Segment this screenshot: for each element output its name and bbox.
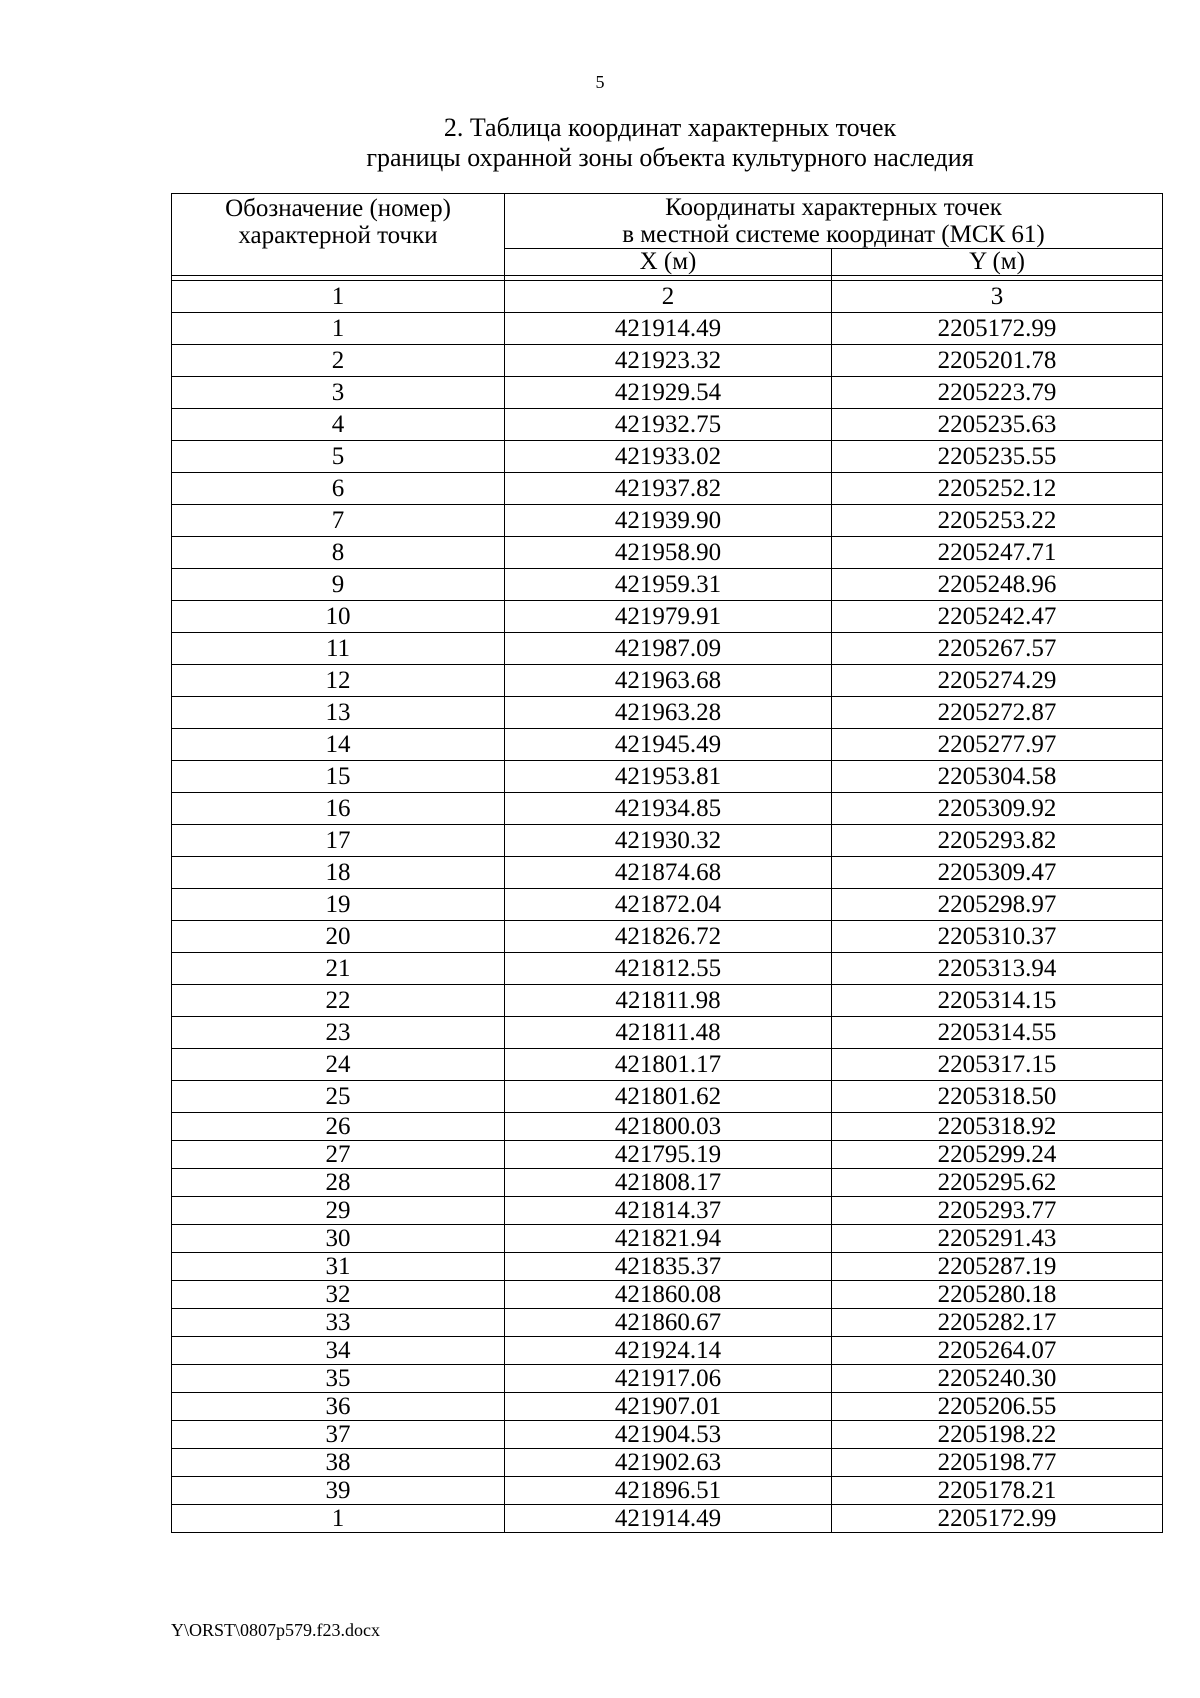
point-number-cell: 28 xyxy=(172,1169,505,1197)
table-row xyxy=(172,537,1163,569)
point-number-cell: 34 xyxy=(172,1337,505,1365)
point-number-cell: 1 xyxy=(172,313,505,345)
y-coordinate-cell: 2205274.29 xyxy=(832,665,1163,697)
x-coordinate-cell: 421923.32 xyxy=(505,345,832,377)
point-number-cell: 20 xyxy=(172,921,505,953)
point-number-cell: 17 xyxy=(172,825,505,857)
x-coordinate-cell: 421963.28 xyxy=(505,697,832,729)
point-number-cell: 1 xyxy=(172,1505,505,1533)
x-coordinate-cell: 421924.14 xyxy=(505,1337,832,1365)
point-number-cell: 16 xyxy=(172,793,505,825)
y-coordinate-cell: 2205318.92 xyxy=(832,1113,1163,1141)
y-coordinate-cell: 2205198.22 xyxy=(832,1421,1163,1449)
point-number-cell: 12 xyxy=(172,665,505,697)
x-coordinate-cell: 421979.91 xyxy=(505,601,832,633)
point-number-cell: 21 xyxy=(172,953,505,985)
point-number-cell: 37 xyxy=(172,1421,505,1449)
table-row xyxy=(172,1049,1163,1081)
x-coordinate-cell: 421808.17 xyxy=(505,1169,832,1197)
x-coordinate-cell: 421821.94 xyxy=(505,1225,832,1253)
y-coordinate-cell: 2205240.30 xyxy=(832,1365,1163,1393)
y-coordinate-cell: 2205291.43 xyxy=(832,1225,1163,1253)
x-coordinate-cell: 421907.01 xyxy=(505,1393,832,1421)
title-line-1: 2. Таблица координат характерных точек xyxy=(443,113,897,142)
y-header: Y (м) xyxy=(832,249,1163,276)
x-coordinate-cell: 421937.82 xyxy=(505,473,832,505)
point-number-cell: 22 xyxy=(172,985,505,1017)
point-number-cell: 11 xyxy=(172,633,505,665)
y-coordinate-cell: 2205309.92 xyxy=(832,793,1163,825)
point-number-cell: 35 xyxy=(172,1365,505,1393)
point-number-cell: 38 xyxy=(172,1449,505,1477)
y-coordinate-cell: 2205252.12 xyxy=(832,473,1163,505)
x-coordinate-cell: 421800.03 xyxy=(505,1113,832,1141)
y-coordinate-cell: 2205293.82 xyxy=(832,825,1163,857)
x-coordinate-cell: 421917.06 xyxy=(505,1365,832,1393)
y-coordinate-cell: 2205304.58 xyxy=(832,761,1163,793)
y-coordinate-cell: 2205242.47 xyxy=(832,601,1163,633)
point-number-cell: 14 xyxy=(172,729,505,761)
point-number-cell: 4 xyxy=(172,409,505,441)
point-number-cell: 30 xyxy=(172,1225,505,1253)
table-row xyxy=(172,857,1163,889)
x-coordinate-cell: 421933.02 xyxy=(505,441,832,473)
x-coordinate-cell: 421932.75 xyxy=(505,409,832,441)
point-number-cell: 2 xyxy=(172,345,505,377)
x-coordinate-cell: 421963.68 xyxy=(505,665,832,697)
table-row xyxy=(172,1113,1163,1141)
point-number-cell: 25 xyxy=(172,1081,505,1113)
x-coordinate-cell: 421860.08 xyxy=(505,1281,832,1309)
table-row xyxy=(172,1309,1163,1337)
x-coordinate-cell: 421812.55 xyxy=(505,953,832,985)
y-coordinate-cell: 2205314.55 xyxy=(832,1017,1163,1049)
y-coordinate-cell: 2205272.87 xyxy=(832,697,1163,729)
x-coordinate-cell: 421959.31 xyxy=(505,569,832,601)
y-coordinate-cell: 2205310.37 xyxy=(832,921,1163,953)
x-header: X (м) xyxy=(505,249,832,276)
table-row xyxy=(172,1337,1163,1365)
y-coordinate-cell: 2205299.24 xyxy=(832,1141,1163,1169)
coords-label-header xyxy=(505,194,1163,249)
table-row xyxy=(172,1081,1163,1113)
table-row xyxy=(172,825,1163,857)
x-coordinate-cell: 421826.72 xyxy=(505,921,832,953)
coordinates-table xyxy=(171,193,1163,1533)
x-coordinate-cell: 421811.48 xyxy=(505,1017,832,1049)
y-coordinate-cell: 2205314.15 xyxy=(832,985,1163,1017)
table-row xyxy=(172,665,1163,697)
page-number: 5 xyxy=(595,72,605,92)
table-row xyxy=(172,601,1163,633)
x-coordinate-cell: 421874.68 xyxy=(505,857,832,889)
table-row xyxy=(172,793,1163,825)
x-coordinate-cell: 421904.53 xyxy=(505,1421,832,1449)
table-row xyxy=(172,1421,1163,1449)
y-coordinate-cell: 2205317.15 xyxy=(832,1049,1163,1081)
table-row xyxy=(172,1449,1163,1477)
table-row xyxy=(172,313,1163,345)
point-number-cell: 13 xyxy=(172,697,505,729)
y-coordinate-cell: 2205313.94 xyxy=(832,953,1163,985)
table-row xyxy=(172,953,1163,985)
table-row xyxy=(172,729,1163,761)
table-row xyxy=(172,1393,1163,1421)
table-row xyxy=(172,1169,1163,1197)
x-coordinate-cell: 421835.37 xyxy=(505,1253,832,1281)
point-number-cell: 15 xyxy=(172,761,505,793)
table-row xyxy=(172,345,1163,377)
x-coordinate-cell: 421902.63 xyxy=(505,1449,832,1477)
column-number: 1 xyxy=(172,281,505,313)
x-coordinate-cell: 421896.51 xyxy=(505,1477,832,1505)
coords-label-line-1: Координаты характерных точек xyxy=(665,194,1002,221)
y-coordinate-cell: 2205293.77 xyxy=(832,1197,1163,1225)
table-row xyxy=(172,569,1163,601)
table-row xyxy=(172,1141,1163,1169)
y-coordinate-cell: 2205282.17 xyxy=(832,1309,1163,1337)
point-label-text: Обозначение (номер) характерной точки xyxy=(225,195,451,249)
table-row xyxy=(172,1477,1163,1505)
point-number-cell: 36 xyxy=(172,1393,505,1421)
point-number-cell: 27 xyxy=(172,1141,505,1169)
column-number: 2 xyxy=(505,281,832,313)
point-number-cell: 24 xyxy=(172,1049,505,1081)
table-header xyxy=(172,194,1163,281)
table-body xyxy=(172,281,1163,1533)
point-number-cell: 26 xyxy=(172,1113,505,1141)
x-coordinate-cell: 421811.98 xyxy=(505,985,832,1017)
y-coordinate-cell: 2205247.71 xyxy=(832,537,1163,569)
table-row xyxy=(172,985,1163,1017)
document-title xyxy=(0,113,1200,173)
x-coordinate-cell: 421939.90 xyxy=(505,505,832,537)
x-coordinate-cell: 421930.32 xyxy=(505,825,832,857)
point-number-cell: 6 xyxy=(172,473,505,505)
y-coordinate-cell: 2205172.99 xyxy=(832,313,1163,345)
point-number-cell: 23 xyxy=(172,1017,505,1049)
point-number-cell: 5 xyxy=(172,441,505,473)
point-number-cell: 8 xyxy=(172,537,505,569)
table-row xyxy=(172,441,1163,473)
y-coordinate-cell: 2205172.99 xyxy=(832,1505,1163,1533)
point-number-cell: 10 xyxy=(172,601,505,633)
x-coordinate-cell: 421945.49 xyxy=(505,729,832,761)
title-line-2: границы охранной зоны объекта культурного наследия xyxy=(366,143,974,172)
table-row xyxy=(172,761,1163,793)
y-coordinate-cell: 2205277.97 xyxy=(832,729,1163,761)
x-coordinate-cell: 421872.04 xyxy=(505,889,832,921)
table-row xyxy=(172,377,1163,409)
y-coordinate-cell: 2205267.57 xyxy=(832,633,1163,665)
table-row xyxy=(172,505,1163,537)
y-coordinate-cell: 2205280.18 xyxy=(832,1281,1163,1309)
table-row xyxy=(172,1197,1163,1225)
y-coordinate-cell: 2205178.21 xyxy=(832,1477,1163,1505)
x-coordinate-cell: 421801.62 xyxy=(505,1081,832,1113)
y-coordinate-cell: 2205248.96 xyxy=(832,569,1163,601)
y-coordinate-cell: 2205318.50 xyxy=(832,1081,1163,1113)
y-coordinate-cell: 2205309.47 xyxy=(832,857,1163,889)
column-number: 3 xyxy=(832,281,1163,313)
x-coordinate-cell: 421987.09 xyxy=(505,633,832,665)
x-coordinate-cell: 421860.67 xyxy=(505,1309,832,1337)
table-row xyxy=(172,1365,1163,1393)
column-number-row xyxy=(172,281,1163,313)
x-coordinate-cell: 421958.90 xyxy=(505,537,832,569)
point-number-cell: 19 xyxy=(172,889,505,921)
table-row xyxy=(172,473,1163,505)
point-number-cell: 3 xyxy=(172,377,505,409)
point-number-cell: 33 xyxy=(172,1309,505,1337)
y-coordinate-cell: 2205295.62 xyxy=(832,1169,1163,1197)
point-number-cell: 9 xyxy=(172,569,505,601)
coords-label-line-2: в местной системе координат (МСК 61) xyxy=(622,221,1045,248)
x-coordinate-cell: 421914.49 xyxy=(505,313,832,345)
table-row xyxy=(172,697,1163,729)
table-row xyxy=(172,633,1163,665)
point-number-cell: 7 xyxy=(172,505,505,537)
y-coordinate-cell: 2205253.22 xyxy=(832,505,1163,537)
y-coordinate-cell: 2205201.78 xyxy=(832,345,1163,377)
y-coordinate-cell: 2205264.07 xyxy=(832,1337,1163,1365)
table-row xyxy=(172,1281,1163,1309)
table-row xyxy=(172,921,1163,953)
point-number-cell: 39 xyxy=(172,1477,505,1505)
x-coordinate-cell: 421814.37 xyxy=(505,1197,832,1225)
x-coordinate-cell: 421953.81 xyxy=(505,761,832,793)
point-number-cell: 29 xyxy=(172,1197,505,1225)
table-row xyxy=(172,409,1163,441)
x-coordinate-cell: 421914.49 xyxy=(505,1505,832,1533)
y-coordinate-cell: 2205287.19 xyxy=(832,1253,1163,1281)
y-coordinate-cell: 2205235.63 xyxy=(832,409,1163,441)
y-coordinate-cell: 2205235.55 xyxy=(832,441,1163,473)
table-row xyxy=(172,889,1163,921)
y-coordinate-cell: 2205298.97 xyxy=(832,889,1163,921)
point-number-cell: 18 xyxy=(172,857,505,889)
point-number-cell: 31 xyxy=(172,1253,505,1281)
table-row xyxy=(172,1505,1163,1533)
point-number-cell: 32 xyxy=(172,1281,505,1309)
x-coordinate-cell: 421801.17 xyxy=(505,1049,832,1081)
x-coordinate-cell: 421929.54 xyxy=(505,377,832,409)
table-row xyxy=(172,1017,1163,1049)
file-path-footer: Y\ORST\0807p579.f23.docx xyxy=(171,1620,380,1640)
y-coordinate-cell: 2205198.77 xyxy=(832,1449,1163,1477)
y-coordinate-cell: 2205223.79 xyxy=(832,377,1163,409)
table-row xyxy=(172,1253,1163,1281)
y-coordinate-cell: 2205206.55 xyxy=(832,1393,1163,1421)
x-coordinate-cell: 421934.85 xyxy=(505,793,832,825)
x-coordinate-cell: 421795.19 xyxy=(505,1141,832,1169)
table-row xyxy=(172,1225,1163,1253)
point-label-header xyxy=(172,194,505,276)
